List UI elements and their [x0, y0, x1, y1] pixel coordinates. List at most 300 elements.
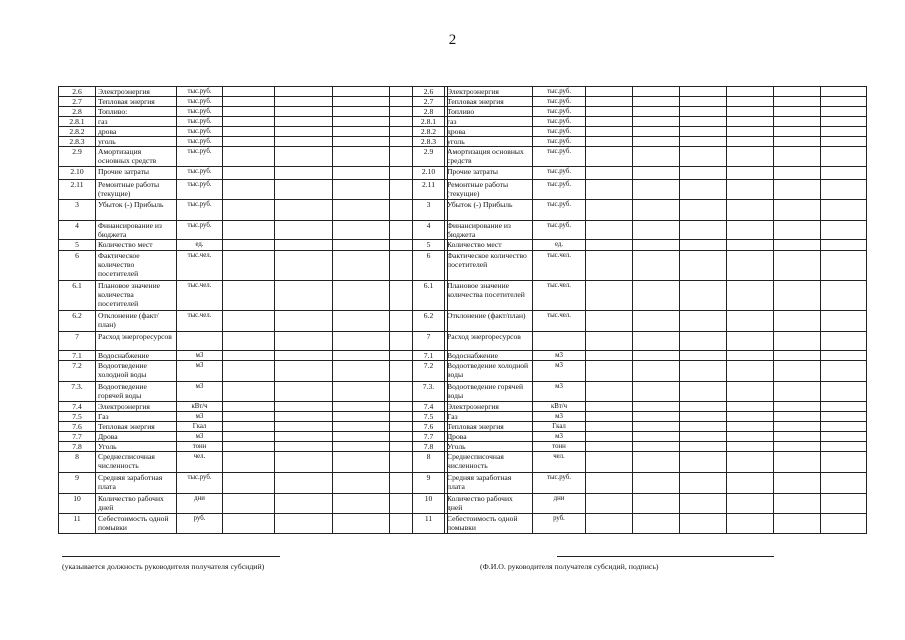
value-cell — [680, 351, 727, 361]
value-cell — [223, 107, 275, 117]
value-cell — [275, 422, 333, 432]
row-name: Амортизация основных средств — [445, 147, 533, 167]
value-cell — [223, 117, 275, 127]
value-cell — [333, 382, 390, 402]
row-name: Средняя заработная плата — [96, 473, 177, 494]
row-name: Водоснабжение — [445, 351, 533, 361]
value-cell — [586, 412, 633, 422]
row-number: 2.7 — [413, 97, 445, 107]
value-cell — [333, 147, 390, 167]
row-unit: кВт/ч — [533, 402, 586, 412]
value-cell — [275, 432, 333, 442]
value-cell — [333, 473, 390, 494]
page-number: 2 — [448, 32, 457, 48]
value-cell — [586, 251, 633, 281]
row-unit: тыс.руб. — [177, 87, 223, 97]
row-unit: тыс.руб. — [177, 117, 223, 127]
value-cell — [275, 147, 333, 167]
value-cell — [633, 442, 680, 452]
value-cell — [275, 137, 333, 147]
value-cell — [680, 514, 727, 534]
row-number: 2.11 — [59, 180, 96, 200]
row-unit — [177, 332, 223, 351]
row-number: 7.7 — [413, 432, 445, 442]
row-unit: м3 — [533, 412, 586, 422]
table-row — [413, 332, 867, 351]
row-name: Расход энергоресурсов — [96, 332, 177, 351]
value-cell — [727, 137, 774, 147]
row-unit: тыс.руб. — [533, 221, 586, 240]
name-signature-line — [557, 556, 774, 557]
value-cell — [774, 251, 821, 281]
value-cell — [774, 432, 821, 442]
value-cell — [774, 281, 821, 311]
row-number: 9 — [59, 473, 96, 494]
value-cell — [821, 473, 867, 494]
value-cell — [633, 200, 680, 221]
row-unit: тыс.руб. — [177, 221, 223, 240]
table-row — [413, 221, 867, 240]
value-cell — [727, 221, 774, 240]
value-cell — [275, 221, 333, 240]
table-row — [413, 452, 867, 473]
value-cell — [633, 281, 680, 311]
value-cell — [774, 240, 821, 251]
table-row — [59, 97, 448, 107]
row-unit: тыс.руб. — [177, 127, 223, 137]
row-number: 2.6 — [413, 87, 445, 97]
value-cell — [275, 402, 333, 412]
value-cell — [727, 180, 774, 200]
row-number: 5 — [59, 240, 96, 251]
value-cell — [586, 514, 633, 534]
table-row — [59, 127, 448, 137]
value-cell — [821, 452, 867, 473]
value-cell — [333, 127, 390, 137]
value-cell — [633, 251, 680, 281]
value-cell — [333, 180, 390, 200]
row-unit: м3 — [177, 351, 223, 361]
value-cell — [680, 137, 727, 147]
row-number: 2.9 — [413, 147, 445, 167]
value-cell — [333, 311, 390, 332]
value-cell — [333, 167, 390, 180]
value-cell — [223, 332, 275, 351]
row-unit: м3 — [533, 361, 586, 382]
row-unit: дни — [177, 494, 223, 514]
table-row — [59, 452, 448, 473]
row-unit: тыс.руб. — [533, 473, 586, 494]
right-table-body — [413, 87, 867, 534]
value-cell — [774, 147, 821, 167]
row-number: 6.1 — [59, 281, 96, 311]
row-unit: чел. — [177, 452, 223, 473]
row-number: 7.4 — [59, 402, 96, 412]
value-cell — [821, 117, 867, 127]
row-name: Финансирование из бюджета — [96, 221, 177, 240]
value-cell — [727, 452, 774, 473]
row-number: 2.7 — [59, 97, 96, 107]
row-number: 2.8.1 — [59, 117, 96, 127]
value-cell — [774, 422, 821, 432]
value-cell — [821, 251, 867, 281]
table-row — [413, 494, 867, 514]
value-cell — [275, 240, 333, 251]
table-row — [59, 311, 448, 332]
row-unit: кВт/ч — [177, 402, 223, 412]
value-cell — [821, 412, 867, 422]
value-cell — [633, 107, 680, 117]
value-cell — [223, 240, 275, 251]
value-cell — [774, 494, 821, 514]
row-number: 11 — [59, 514, 96, 534]
row-name: Топливо — [445, 107, 533, 117]
value-cell — [680, 221, 727, 240]
value-cell — [223, 382, 275, 402]
value-cell — [727, 107, 774, 117]
row-name: уголь — [96, 137, 177, 147]
value-cell — [774, 127, 821, 137]
row-unit: тыс.руб. — [177, 167, 223, 180]
row-unit: тыс.руб. — [533, 147, 586, 167]
value-cell — [223, 251, 275, 281]
value-cell — [633, 351, 680, 361]
value-cell — [633, 494, 680, 514]
row-unit: тыс.руб. — [177, 147, 223, 167]
value-cell — [727, 240, 774, 251]
row-name: Дрова — [445, 432, 533, 442]
value-cell — [774, 514, 821, 534]
value-cell — [586, 127, 633, 137]
row-unit: тыс.руб. — [533, 117, 586, 127]
value-cell — [586, 422, 633, 432]
value-cell — [223, 351, 275, 361]
table-row — [413, 402, 867, 412]
value-cell — [680, 494, 727, 514]
row-number: 4 — [413, 221, 445, 240]
value-cell — [333, 137, 390, 147]
value-cell — [821, 127, 867, 137]
row-unit: тыс.руб. — [177, 107, 223, 117]
value-cell — [821, 361, 867, 382]
row-number: 7.6 — [59, 422, 96, 432]
row-unit: тыс.чел. — [177, 281, 223, 311]
value-cell — [275, 311, 333, 332]
value-cell — [223, 412, 275, 422]
value-cell — [680, 412, 727, 422]
table-row — [413, 281, 867, 311]
table-row — [413, 167, 867, 180]
row-number: 2.8.1 — [413, 117, 445, 127]
value-cell — [586, 473, 633, 494]
value-cell — [333, 251, 390, 281]
left-table-body — [59, 87, 448, 534]
row-name: Прочие затраты — [96, 167, 177, 180]
table-row — [59, 382, 448, 402]
row-name: Уголь — [445, 442, 533, 452]
value-cell — [223, 281, 275, 311]
row-name: Ремонтные работы (текущие) — [445, 180, 533, 200]
row-name: Себестоимость одной помывки — [96, 514, 177, 534]
value-cell — [333, 514, 390, 534]
row-number: 6.1 — [413, 281, 445, 311]
value-cell — [275, 107, 333, 117]
row-unit: Гкал — [177, 422, 223, 432]
value-cell — [223, 97, 275, 107]
row-name: Расход энергоресурсов — [445, 332, 533, 351]
value-cell — [633, 361, 680, 382]
row-number: 6 — [413, 251, 445, 281]
value-cell — [223, 432, 275, 442]
value-cell — [223, 167, 275, 180]
value-cell — [821, 281, 867, 311]
row-name: Плановое значение количества посетителей — [96, 281, 177, 311]
row-unit: тыс.руб. — [533, 200, 586, 221]
value-cell — [333, 351, 390, 361]
value-cell — [821, 167, 867, 180]
value-cell — [727, 87, 774, 97]
value-cell — [774, 473, 821, 494]
value-cell — [223, 311, 275, 332]
value-cell — [275, 442, 333, 452]
table-row — [413, 180, 867, 200]
row-unit: руб. — [177, 514, 223, 534]
table-row — [413, 442, 867, 452]
row-number: 7.5 — [413, 412, 445, 422]
value-cell — [223, 422, 275, 432]
value-cell — [680, 107, 727, 117]
table-row — [59, 107, 448, 117]
value-cell — [333, 87, 390, 97]
table-row — [413, 361, 867, 382]
value-cell — [727, 514, 774, 534]
row-number: 6.2 — [59, 311, 96, 332]
value-cell — [680, 167, 727, 180]
value-cell — [586, 87, 633, 97]
value-cell — [223, 147, 275, 167]
table-row — [59, 251, 448, 281]
value-cell — [586, 382, 633, 402]
value-cell — [774, 137, 821, 147]
row-unit: тыс.руб. — [177, 97, 223, 107]
row-number: 2.8.3 — [59, 137, 96, 147]
row-name: Среднесписочная численность — [96, 452, 177, 473]
table-row — [59, 200, 448, 221]
value-cell — [586, 452, 633, 473]
row-name: Прочие затраты — [445, 167, 533, 180]
value-cell — [821, 494, 867, 514]
value-cell — [680, 311, 727, 332]
value-cell — [680, 432, 727, 442]
value-cell — [275, 167, 333, 180]
value-cell — [275, 332, 333, 351]
row-number: 7.7 — [59, 432, 96, 442]
row-unit: тыс.руб. — [533, 127, 586, 137]
value-cell — [586, 167, 633, 180]
row-number: 4 — [59, 221, 96, 240]
value-cell — [333, 432, 390, 442]
value-cell — [333, 107, 390, 117]
value-cell — [774, 97, 821, 107]
row-name: Газ — [96, 412, 177, 422]
value-cell — [586, 147, 633, 167]
value-cell — [633, 117, 680, 127]
value-cell — [633, 514, 680, 534]
row-name: Амортизация основных средств — [96, 147, 177, 167]
value-cell — [680, 251, 727, 281]
value-cell — [586, 332, 633, 351]
row-number: 7.3. — [59, 382, 96, 402]
value-cell — [727, 382, 774, 402]
value-cell — [680, 180, 727, 200]
value-cell — [275, 452, 333, 473]
row-unit: тонн — [177, 442, 223, 452]
row-number: 11 — [413, 514, 445, 534]
value-cell — [727, 473, 774, 494]
row-unit: тыс.руб. — [177, 200, 223, 221]
row-name: Электроэнергия — [96, 402, 177, 412]
table-row — [59, 514, 448, 534]
value-cell — [223, 494, 275, 514]
row-name: Отклонение (факт/план) — [445, 311, 533, 332]
row-number: 6 — [59, 251, 96, 281]
table-row — [59, 117, 448, 127]
value-cell — [333, 281, 390, 311]
row-name: Водоснабжение — [96, 351, 177, 361]
value-cell — [821, 200, 867, 221]
value-cell — [633, 180, 680, 200]
value-cell — [680, 382, 727, 402]
value-cell — [586, 311, 633, 332]
value-cell — [333, 97, 390, 107]
value-cell — [680, 473, 727, 494]
table-row — [59, 361, 448, 382]
value-cell — [821, 422, 867, 432]
value-cell — [821, 87, 867, 97]
value-cell — [223, 402, 275, 412]
value-cell — [821, 432, 867, 442]
value-cell — [727, 117, 774, 127]
value-cell — [275, 117, 333, 127]
table-row — [59, 240, 448, 251]
value-cell — [680, 240, 727, 251]
value-cell — [821, 107, 867, 117]
value-cell — [727, 167, 774, 180]
value-cell — [333, 117, 390, 127]
value-cell — [774, 167, 821, 180]
row-unit: тыс.чел. — [533, 311, 586, 332]
value-cell — [586, 240, 633, 251]
value-cell — [333, 361, 390, 382]
table-row — [59, 494, 448, 514]
row-number: 7.8 — [413, 442, 445, 452]
row-number: 7.1 — [59, 351, 96, 361]
row-name: Финансирование из бюджета — [445, 221, 533, 240]
value-cell — [774, 382, 821, 402]
value-cell — [275, 180, 333, 200]
row-name: Электроэнергия — [445, 87, 533, 97]
row-number: 2.10 — [59, 167, 96, 180]
value-cell — [680, 332, 727, 351]
row-name: Водоотведение горячей воды — [96, 382, 177, 402]
value-cell — [633, 137, 680, 147]
table-row — [413, 432, 867, 442]
row-unit: тыс.чел. — [177, 251, 223, 281]
row-name: Газ — [445, 412, 533, 422]
value-cell — [275, 361, 333, 382]
value-cell — [821, 402, 867, 412]
row-name: Количество рабочих дней — [445, 494, 533, 514]
row-number: 3 — [59, 200, 96, 221]
position-signature-line — [62, 556, 280, 557]
row-number: 7.6 — [413, 422, 445, 432]
value-cell — [821, 382, 867, 402]
value-cell — [727, 200, 774, 221]
value-cell — [680, 97, 727, 107]
table-row — [59, 351, 448, 361]
value-cell — [680, 87, 727, 97]
row-name: Среднесписочная численность — [445, 452, 533, 473]
value-cell — [633, 332, 680, 351]
value-cell — [586, 221, 633, 240]
value-cell — [633, 240, 680, 251]
value-cell — [727, 311, 774, 332]
row-number: 6.2 — [413, 311, 445, 332]
row-unit: м3 — [177, 382, 223, 402]
row-name: Уголь — [96, 442, 177, 452]
row-number: 7 — [413, 332, 445, 351]
row-unit: тыс.чел. — [533, 251, 586, 281]
value-cell — [680, 442, 727, 452]
table-row — [59, 473, 448, 494]
value-cell — [727, 127, 774, 137]
value-cell — [727, 432, 774, 442]
row-number: 7.1 — [413, 351, 445, 361]
value-cell — [275, 87, 333, 97]
row-number: 7 — [59, 332, 96, 351]
value-cell — [633, 402, 680, 412]
table-row — [413, 311, 867, 332]
table-row — [413, 422, 867, 432]
table-row — [59, 180, 448, 200]
value-cell — [774, 442, 821, 452]
value-cell — [774, 332, 821, 351]
value-cell — [586, 137, 633, 147]
value-cell — [586, 97, 633, 107]
table-row — [59, 332, 448, 351]
value-cell — [586, 107, 633, 117]
value-cell — [633, 422, 680, 432]
row-number: 2.8.2 — [59, 127, 96, 137]
value-cell — [275, 351, 333, 361]
row-name: Тепловая энергия — [96, 97, 177, 107]
value-cell — [821, 180, 867, 200]
value-cell — [774, 117, 821, 127]
row-name: Отклонение (факт/план) — [96, 311, 177, 332]
row-unit: тыс.чел. — [533, 281, 586, 311]
row-number: 7.5 — [59, 412, 96, 422]
row-name: Количество мест — [445, 240, 533, 251]
table-row — [59, 402, 448, 412]
row-unit: ед. — [177, 240, 223, 251]
row-name: Плановое значение количества посетителей — [445, 281, 533, 311]
row-number: 2.8.2 — [413, 127, 445, 137]
value-cell — [223, 200, 275, 221]
value-cell — [727, 442, 774, 452]
row-unit: м3 — [533, 351, 586, 361]
value-cell — [586, 281, 633, 311]
row-name: Топливо: — [96, 107, 177, 117]
